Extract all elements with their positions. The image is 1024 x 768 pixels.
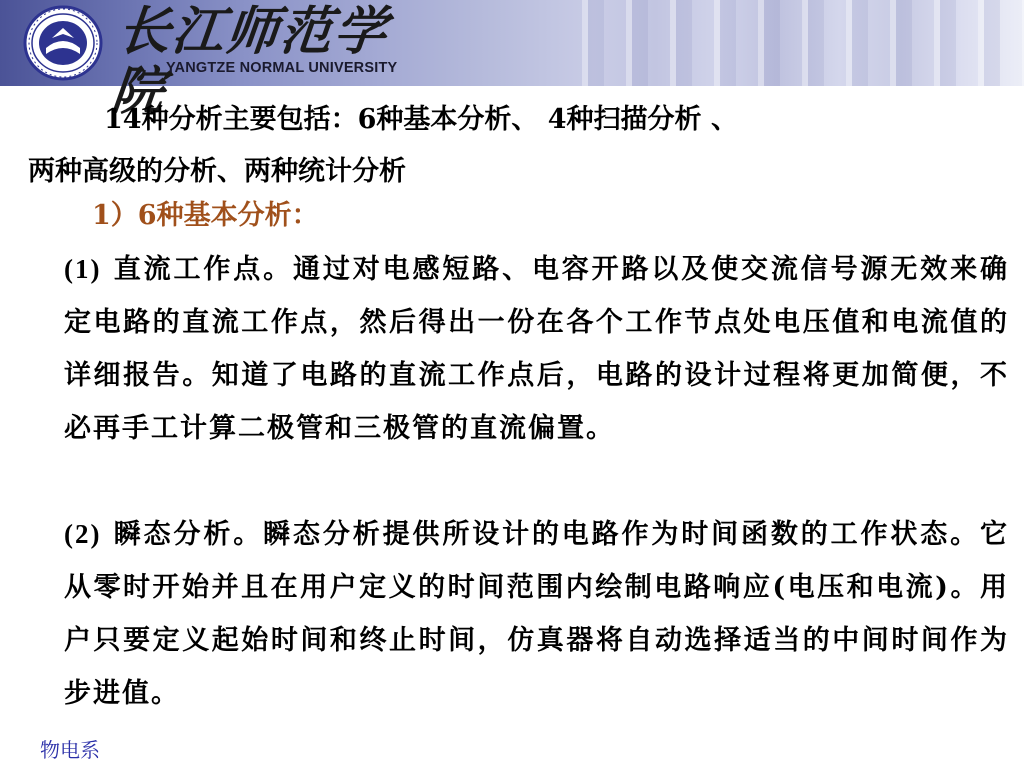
paragraph-text: 直流工作点。通过对电感短路、电容开路以及使交流信号源无效来确定电路的直流工作点，然后得出一份在各个工作节点处电压值和电流值的详细报告。知道了电路的直流工作点后，电路的设计过程将更加简便，不必再手工计算二极管和三极管的直流偏置。: [64, 254, 1009, 444]
paragraph-dc-operating-point: [64, 243, 1009, 455]
university-seal-icon: [22, 4, 104, 82]
paragraph-text: 瞬态分析。瞬态分析提供所设计的电路作为时间函数的工作状态。它从零时开始并且在用户定义的时间范围内绘制电路响应(电压和电流)。用户只要定义起始时间和终止时间，仿真器将自动选择适当的中间时间作为步进值。: [64, 519, 1009, 709]
intro-line-2: 两种高级的分析、两种统计分析: [28, 156, 406, 187]
university-name-cn: 长江师范学院: [108, 1, 392, 122]
paragraph-label: (2): [64, 519, 102, 549]
university-name-en: YANGTZE NORMAL UNIVERSITY: [166, 60, 398, 76]
department-footer: 物电系: [40, 738, 100, 762]
paragraph-label: (1): [64, 254, 102, 284]
banner-stripes: [560, 0, 1024, 86]
intro-line-1: 14种分析主要包括：6种基本分析、 4种扫描分析 、: [104, 104, 738, 135]
section-subheading: 1）6种基本分析：: [92, 200, 319, 231]
paragraph-transient-analysis: [64, 508, 1009, 720]
